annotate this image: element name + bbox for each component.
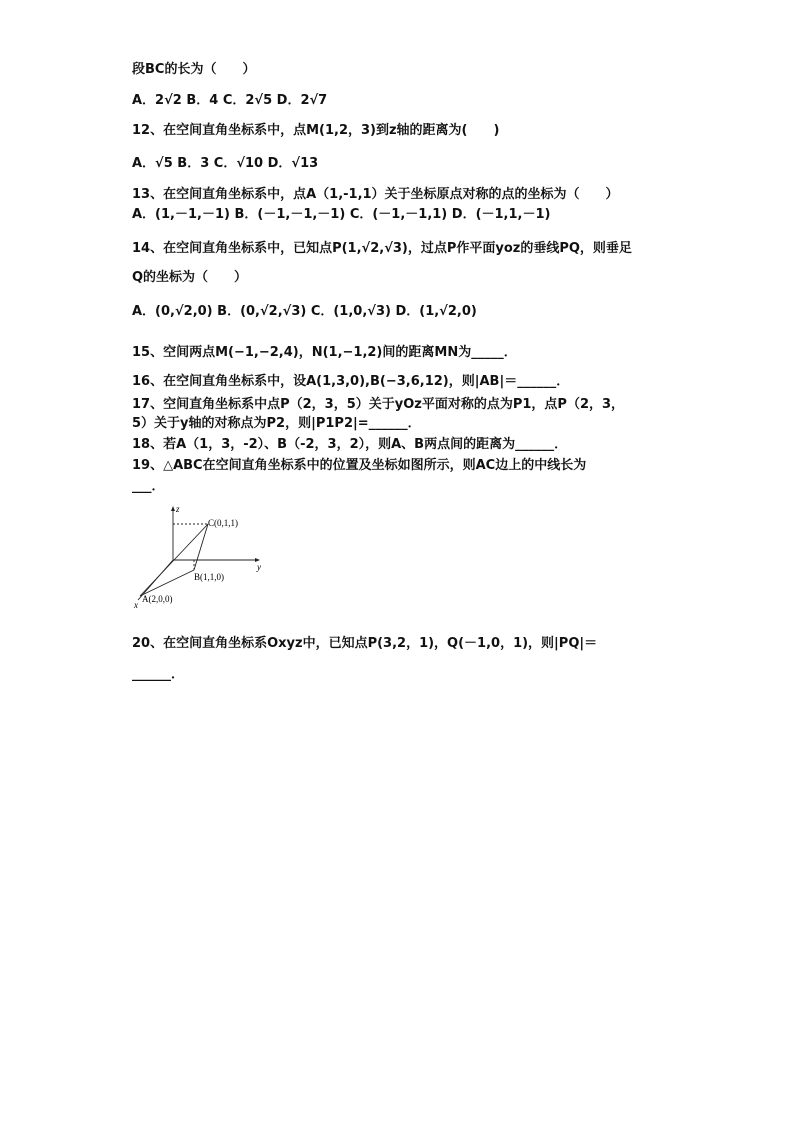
options-14: A．(0,√2,0) B．(0,√2,√3) C．(1,0,√3) D．(1,√2,0) bbox=[132, 304, 477, 319]
label-c: C(0,1,1) bbox=[208, 518, 238, 528]
coordinate-figure bbox=[132, 504, 272, 612]
label-x: x bbox=[134, 600, 138, 610]
question-14-line1: 14、在空间直角坐标系中，已知点P(1,√2,√3)，过点P作平面yoz的垂线PQ，则垂足 bbox=[132, 241, 632, 256]
question-14-line2: Q的坐标为（ ） bbox=[132, 270, 248, 285]
question-13: 13、在空间直角坐标系中，点A（1,-1,1）关于坐标原点对称的点的坐标为（ ） bbox=[132, 187, 619, 202]
label-b: B(1,1,0) bbox=[194, 572, 224, 582]
question-19-line1: 19、△ABC在空间直角坐标系中的位置及坐标如图所示，则AC边上的中线长为 bbox=[132, 458, 587, 473]
question-16: 16、在空间直角坐标系中，设A(1,3,0),B(−3,6,12)，则|AB|＝______． bbox=[132, 374, 570, 389]
z-arrow bbox=[171, 506, 175, 511]
options-11: A．2√2 B．4 C．2√5 D．2√7 bbox=[132, 93, 328, 108]
edge-ab bbox=[140, 570, 194, 596]
question-12: 12、在空间直角坐标系中，点M(1,2，3)到z轴的距离为( ) bbox=[132, 123, 500, 138]
question-20-line2: ______． bbox=[132, 667, 185, 682]
question-17-line2: 5）关于y轴的对称点为P2，则|P1P2|=______． bbox=[132, 416, 421, 431]
label-y: y bbox=[257, 562, 261, 572]
label-z: z bbox=[176, 504, 180, 514]
question-15: 15、空间两点M(−1,−2,4)，N(1,−1,2)间的距离MN为_____． bbox=[132, 345, 517, 360]
options-13: A．(1,－1,－1) B．(－1,－1,－1) C．(－1,－1,1) D．(－1,1,－1) bbox=[132, 207, 551, 222]
question-18: 18、若A（1，3，-2）、B（-2，3，2），则A、B两点间的距离为______． bbox=[132, 437, 568, 452]
question-19-line2: ___． bbox=[132, 479, 165, 494]
question-17-line1: 17、空间直角坐标系中点P（2，3，5）关于yOz平面对称的点为P1，点P（2，3， bbox=[132, 397, 625, 412]
label-a: A(2,0,0) bbox=[142, 594, 173, 604]
options-12: A．√5 B．3 C．√10 D．√13 bbox=[132, 156, 319, 171]
question-20-line1: 20、在空间直角坐标系Oxyz中，已知点P(3,2，1)，Q(－1,0，1)，则|PQ|＝ bbox=[132, 636, 598, 651]
line-bc-length: 段BC的长为（ ） bbox=[132, 62, 256, 77]
